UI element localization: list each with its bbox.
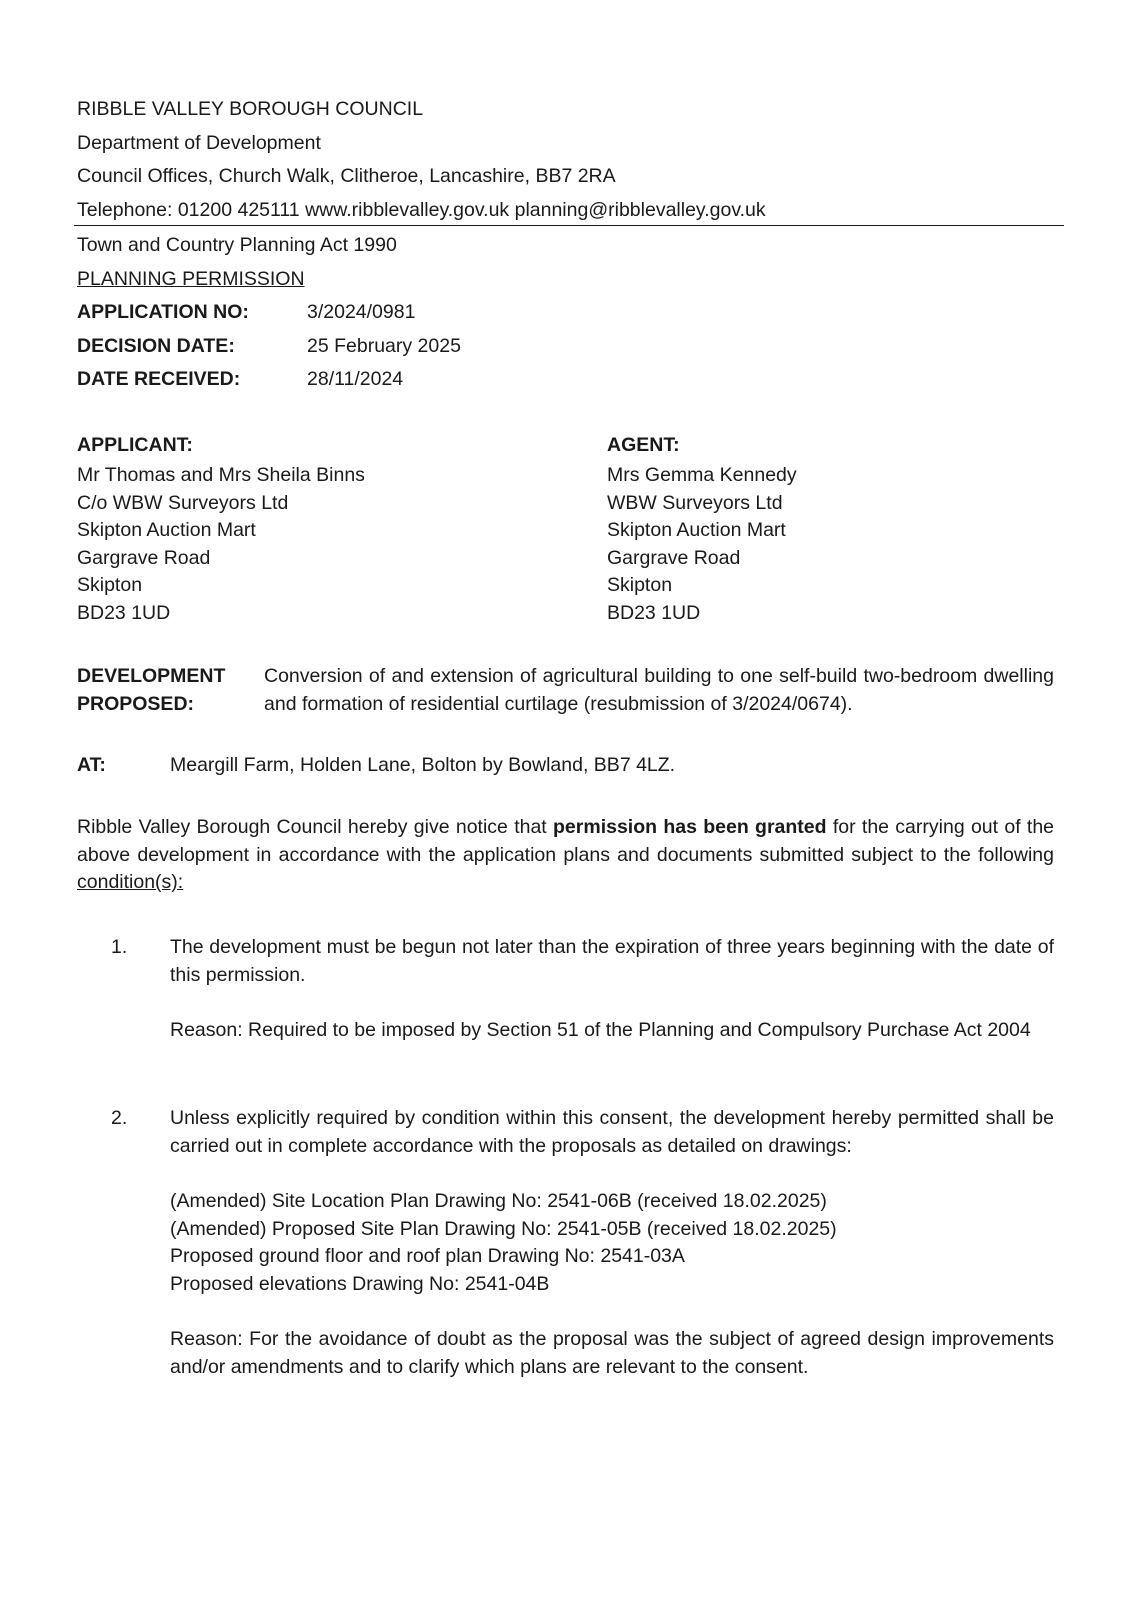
condition-body [170, 934, 1054, 1073]
department-name: Department of Development [77, 131, 321, 154]
drawing-list [170, 1188, 1054, 1298]
condition-body [170, 1105, 1054, 1409]
decision-granted: permission has been granted [553, 816, 827, 838]
condition-text: Unless explicitly required by condition within this consent, the development hereby permitted shall be carried out in complete accordance with the proposals as detailed on drawings: [170, 1107, 1054, 1157]
council-contact: Telephone: 01200 425111 www.ribblevalley.gov.uk planning@ribblevalley.gov.uk [77, 198, 766, 221]
applicant-line: Skipton Auction Mart [77, 519, 256, 541]
application-no-row [77, 296, 461, 330]
decision-date-label: DECISION DATE: [77, 334, 235, 357]
applicant-line: BD23 1UD [77, 601, 171, 624]
site-label: AT: [77, 754, 106, 776]
agent-line: Skipton [607, 574, 673, 596]
application-meta [77, 229, 461, 397]
decision-date-value: 25 February 2025 [307, 334, 461, 357]
agent-line: Mrs Gemma Kennedy [607, 464, 797, 486]
applicant-block [77, 429, 365, 627]
applicant-line: Skipton [77, 574, 143, 596]
decision-text-part1: Ribble Valley Borough Council hereby give notice that [77, 816, 554, 838]
development-label-line1: DEVELOPMENT [77, 665, 226, 687]
decision-text-part2: for the carrying out of the above development in accordance with the application plans and documents submitted subject to the following [77, 816, 1055, 866]
application-no-value: 3/2024/0981 [307, 301, 416, 323]
drawing-item: (Amended) Site Location Plan Drawing No: 2541-06B (received 18.02.2025) [170, 1190, 827, 1212]
applicant-address [77, 462, 365, 627]
agent-line: WBW Surveyors Ltd [607, 491, 783, 514]
applicant-line: Mr Thomas and Mrs Sheila Binns [77, 464, 365, 486]
applicant-label: APPLICANT: [77, 434, 193, 456]
agent-address [607, 462, 797, 627]
act-title: Town and Country Planning Act 1990 [77, 234, 397, 256]
agent-line: BD23 1UD [607, 601, 701, 624]
site-address: Meargill Farm, Holden Lane, Bolton by Bowland, BB7 4LZ. [170, 754, 676, 776]
condition-number: 2. [111, 1107, 128, 1129]
council-header [77, 93, 766, 227]
condition-reason: Reason: For the avoidance of doubt as the proposal was the subject of agreed design improvements and/or amendments and to clarify which plans are relevant to the consent. [170, 1328, 1054, 1378]
agent-line: Skipton Auction Mart [607, 519, 786, 541]
council-address: Council Offices, Church Walk, Clitheroe, Lancashire, BB7 2RA [77, 165, 616, 187]
decision-statement [77, 814, 1054, 897]
drawing-item: (Amended) Proposed Site Plan Drawing No: 2541-05B (received 18.02.2025) [170, 1217, 837, 1240]
condition-number: 1. [111, 936, 128, 958]
council-name: RIBBLE VALLEY BOROUGH COUNCIL [77, 98, 424, 120]
development-label-line2: PROPOSED: [77, 692, 195, 715]
permission-type: PLANNING PERMISSION [77, 267, 305, 290]
conditions-heading: condition(s): [77, 871, 184, 893]
agent-label: AGENT: [607, 434, 680, 456]
date-received-row [77, 363, 461, 397]
decision-date-row [77, 330, 461, 364]
development-description: Conversion of and extension of agricultural building to one self-build two-bedroom dwelling and formation of residential curtilage (resubmission of 3/2024/0674). [264, 665, 1054, 715]
development-label [77, 663, 247, 718]
condition-reason: Reason: Required to be imposed by Section 51 of the Planning and Compulsory Purchase Act 2004 [170, 1019, 1031, 1041]
drawing-item: Proposed ground floor and roof plan Drawing No: 2541-03A [170, 1245, 685, 1267]
applicant-line: Gargrave Road [77, 546, 211, 569]
applicant-line: C/o WBW Surveyors Ltd [77, 491, 289, 514]
header-divider [74, 225, 1064, 226]
drawing-item: Proposed elevations Drawing No: 2541-04B [170, 1272, 550, 1295]
date-received-value: 28/11/2024 [307, 368, 404, 390]
condition-text: The development must be begun not later than the expiration of three years beginning with the date of this permission. [170, 936, 1054, 986]
date-received-label: DATE RECEIVED: [77, 368, 241, 390]
agent-block [607, 429, 797, 627]
agent-line: Gargrave Road [607, 546, 741, 569]
application-no-label: APPLICATION NO: [77, 301, 249, 323]
